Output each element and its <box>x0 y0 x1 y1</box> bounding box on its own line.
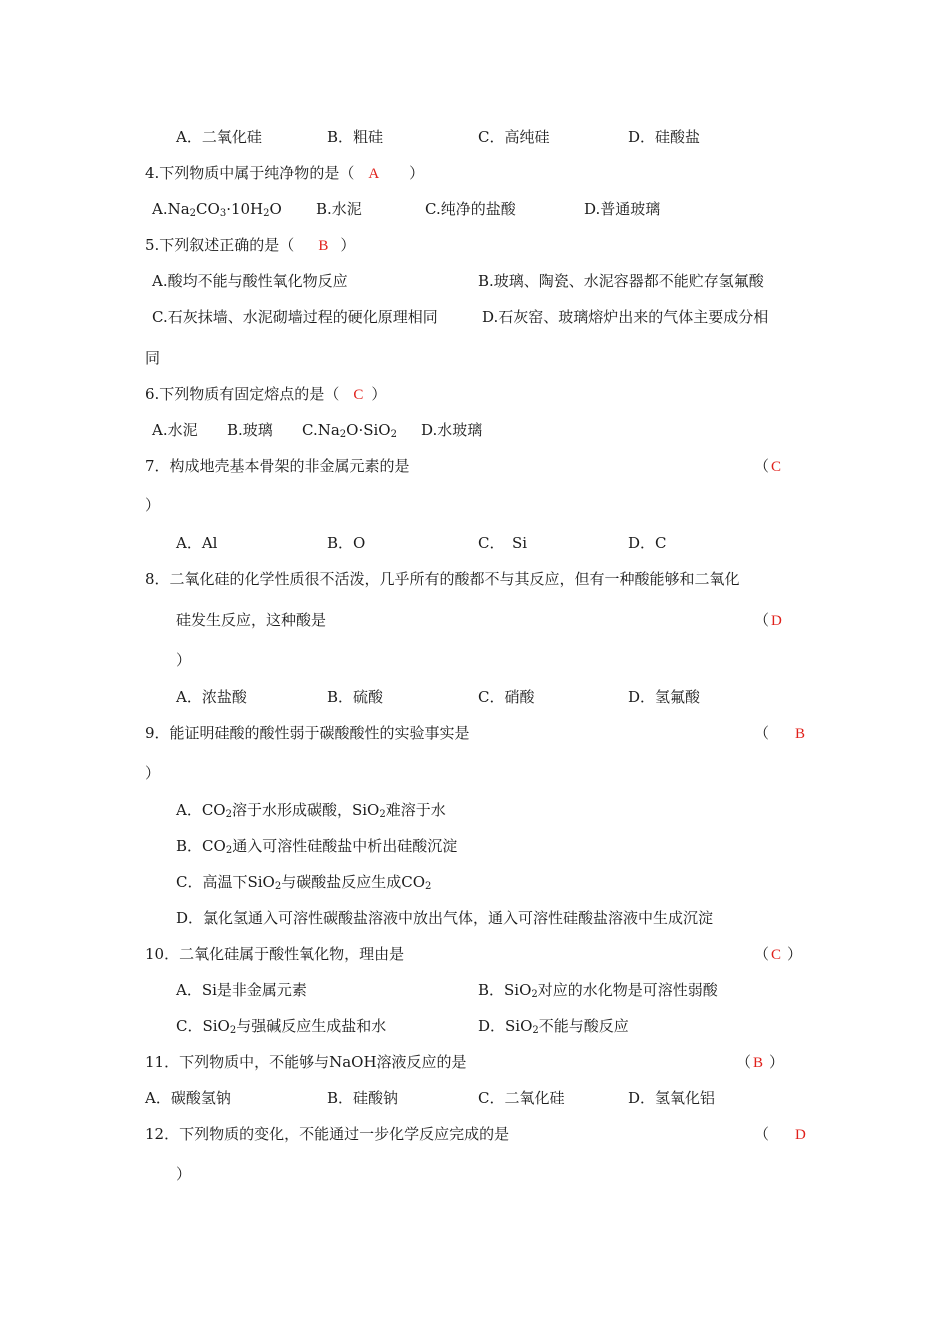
close-paren: ） <box>769 1053 785 1071</box>
subscript: 2 <box>229 1025 237 1036</box>
close-paren: ） <box>787 945 803 963</box>
question-stem: 5.下列叙述正确的是（ <box>145 236 295 254</box>
formula-part: B．SiO <box>478 981 532 999</box>
question-8-stem-line2: 硅发生反应，这种酸是 <box>176 611 327 629</box>
q9-option-c <box>176 872 431 892</box>
answer-mark: C <box>771 459 782 475</box>
q5-option-d-continued: 同 <box>145 349 161 367</box>
formula-part: B．CO <box>176 837 226 855</box>
question-6 <box>145 384 386 405</box>
question-stem: 6.下列物质有固定熔点的是（ <box>145 385 340 403</box>
question-10-answer <box>754 944 802 965</box>
formula-part: 通入可溶性硅酸盐中析出硅酸沉淀 <box>232 837 458 855</box>
question-11-answer <box>736 1052 784 1073</box>
q10-option-b <box>478 980 718 1000</box>
formula-part: O·SiO <box>346 421 391 439</box>
q7-option-a: A．Al <box>176 534 218 552</box>
open-paren: （ <box>754 457 770 475</box>
formula-part: C．高温下SiO <box>176 873 275 891</box>
q4-option-c: C.纯净的盐酸 <box>425 200 516 218</box>
question-9-stem: 9．能证明硅酸的酸性弱于碳酸酸性的实验事实是 <box>145 724 470 742</box>
q8-option-d: D．氢氟酸 <box>628 688 701 706</box>
q6-option-b: B.玻璃 <box>227 421 273 439</box>
q9-option-d: D．氯化氢通入可溶性碳酸盐溶液中放出气体，通入可溶性硅酸盐溶液中生成沉淀 <box>176 909 714 927</box>
question-4 <box>145 163 424 184</box>
q4-option-b: B.水泥 <box>316 200 362 218</box>
q3-option-a: A．二氧化硅 <box>176 128 262 146</box>
subscript: 2 <box>225 809 232 820</box>
question-7-answer <box>754 456 781 477</box>
question-12-answer <box>754 1124 806 1145</box>
close-paren: ） <box>340 236 356 254</box>
subscript: 2 <box>425 881 432 892</box>
subscript: 3 <box>219 208 227 219</box>
formula-part: C.Na <box>302 421 340 439</box>
formula-part: C．SiO <box>176 1017 230 1035</box>
q11-option-d: D．氢氧化铝 <box>628 1089 716 1107</box>
q6-option-d: D.水玻璃 <box>421 421 483 439</box>
subscript: 2 <box>532 1025 539 1036</box>
formula-part: A.Na <box>152 200 190 218</box>
answer-mark: B <box>318 238 329 254</box>
question-stem: 4.下列物质中属于纯净物的是（ <box>145 164 355 182</box>
q5-option-b: B.玻璃、陶瓷、水泥容器都不能贮存氢氟酸 <box>478 272 764 290</box>
answer-mark: B <box>753 1055 764 1071</box>
formula-part: 不能与酸反应 <box>538 1017 629 1035</box>
q10-option-a: A．Si是非金属元素 <box>176 981 307 999</box>
q7-option-d: D．C <box>628 534 667 552</box>
q10-option-c <box>176 1016 386 1036</box>
subscript: 2 <box>531 989 538 1000</box>
formula-part: 与碳酸盐反应生成CO <box>281 873 426 891</box>
formula-part: O <box>269 200 282 218</box>
open-paren: （ <box>754 611 770 629</box>
q9-option-b <box>176 836 457 856</box>
open-paren: （ <box>754 945 770 963</box>
question-8-answer <box>754 610 782 631</box>
question-7-stem: 7．构成地壳基本骨架的非金属元素的是 <box>145 457 410 475</box>
q11-option-c: C．二氧化硅 <box>478 1089 565 1107</box>
q8-option-a: A．浓盐酸 <box>176 688 247 706</box>
q3-option-b: B．粗硅 <box>327 128 384 146</box>
q9-option-a <box>176 800 446 820</box>
subscript: 2 <box>274 881 282 892</box>
question-5 <box>145 235 355 256</box>
answer-mark: A <box>368 166 380 182</box>
formula-part: 溶于水形成碳酸，SiO <box>231 801 380 819</box>
q6-option-c <box>302 420 397 440</box>
q5-option-a: A.酸均不能与酸性氧化物反应 <box>152 272 348 290</box>
q8-option-c: C．硝酸 <box>478 688 535 706</box>
q7-option-b: B．O <box>327 534 366 552</box>
q5-option-d: D.石灰窑、玻璃熔炉出来的气体主要成分相 <box>482 308 769 326</box>
formula-part: D．SiO <box>478 1017 533 1035</box>
question-12-close: ） <box>176 1165 192 1183</box>
close-paren: ） <box>409 164 425 182</box>
subscript: 2 <box>379 809 386 820</box>
q3-option-c: C．高纯硅 <box>478 128 550 146</box>
open-paren: （ <box>754 1125 770 1143</box>
question-9-close: ） <box>145 764 161 782</box>
subscript: 2 <box>390 429 397 440</box>
close-paren: ） <box>371 385 387 403</box>
question-11-stem: 11．下列物质中，不能够与NaOH溶液反应的是 <box>145 1053 467 1071</box>
question-12-stem: 12．下列物质的变化，不能通过一步化学反应完成的是 <box>145 1125 510 1143</box>
open-paren: （ <box>754 724 770 742</box>
answer-mark: D <box>795 1127 806 1143</box>
formula-part: 对应的水化物是可溶性弱酸 <box>537 981 718 999</box>
q11-option-b: B．硅酸钠 <box>327 1089 399 1107</box>
answer-mark: B <box>795 726 806 742</box>
q7-option-c: C． Si <box>478 534 528 552</box>
subscript: 2 <box>263 208 270 219</box>
answer-mark: C <box>771 947 782 963</box>
subscript: 2 <box>189 208 197 219</box>
q4-option-d: D.普通玻璃 <box>584 200 661 218</box>
q3-option-d: D．硅酸盐 <box>628 128 701 146</box>
question-9-answer <box>754 723 805 744</box>
answer-mark: D <box>771 613 782 629</box>
question-8-close: ） <box>176 651 192 669</box>
q6-option-a: A.水泥 <box>152 421 198 439</box>
formula-part: 难溶于水 <box>385 801 446 819</box>
q10-option-d <box>478 1016 629 1036</box>
formula-part: CO <box>196 200 220 218</box>
q4-option-a <box>152 199 282 219</box>
formula-part: ·10H <box>226 200 264 218</box>
question-8-stem: 8．二氧化硅的化学性质很不活泼，几乎所有的酸都不与其反应，但有一种酸能够和二氧化 <box>145 570 740 588</box>
formula-part: A．CO <box>176 801 226 819</box>
answer-mark: C <box>353 387 364 403</box>
q8-option-b: B．硫酸 <box>327 688 384 706</box>
open-paren: （ <box>736 1053 752 1071</box>
q11-option-a: A．碳酸氢钠 <box>145 1089 231 1107</box>
subscript: 2 <box>339 429 347 440</box>
q5-option-c: C.石灰抹墙、水泥砌墙过程的硬化原理相同 <box>152 308 438 326</box>
formula-part: 与强碱反应生成盐和水 <box>236 1017 387 1035</box>
subscript: 2 <box>225 845 233 856</box>
question-7-close: ） <box>145 496 161 514</box>
question-10-stem: 10．二氧化硅属于酸性氧化物，理由是 <box>145 945 405 963</box>
